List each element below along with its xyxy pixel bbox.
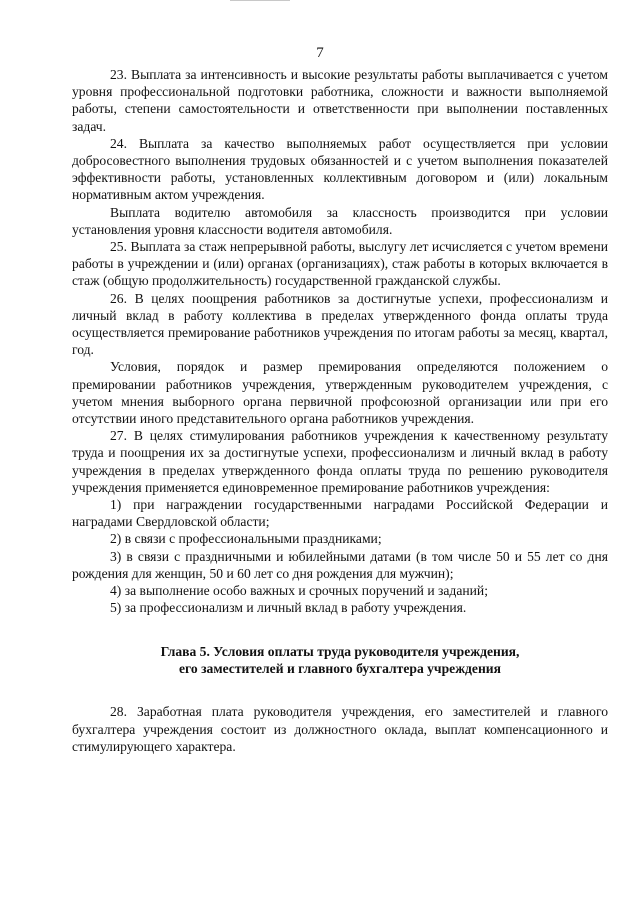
paragraph-bonus-conditions: Условия, порядок и размер премирования определяются положением о премировании работников учреждения, утвержденным руководителем учреждения, с учетом мнения выборного органа первичной профсоюзной организации или при его отсутствии иного представительного органа работников учреждения. <box>72 359 608 427</box>
list-item-2: 2) в связи с профессиональными праздниками; <box>110 531 382 547</box>
paragraph-28: 28. Заработная плата руководителя учреждения, его заместителей и главного бухгалтера учреждения состоит из должностного оклада, выплат компенсационного и стимулирующего характера. <box>72 704 608 754</box>
page-number: 7 <box>316 45 324 61</box>
chapter-heading <box>72 643 608 678</box>
document-body <box>72 66 608 755</box>
list-item-4: 4) за выполнение особо важных и срочных поручений и заданий; <box>110 583 488 599</box>
paragraph-25: 25. Выплата за стаж непрерывной работы, выслугу лет исчисляется с учетом времени работы в учреждении и (или) органах (организациях), стаж работы в которых включается в стаж (общую продолжительность) государственной гражданской службы. <box>72 239 608 289</box>
list-item-3: 3) в связи с праздничными и юбилейными датами (в том числе 50 и 55 лет со дня рождения для женщин, 50 и 60 лет со дня рождения для мужчин); <box>72 548 608 581</box>
paragraph-driver-class: Выплата водителю автомобиля за классность производится при условии установления уровня классности водителя автомобиля. <box>72 204 608 237</box>
paragraph-23: 23. Выплата за интенсивность и высокие результаты работы выплачивается с учетом уровня профессиональной подготовки работника, сложности и важности выполняемой работы, степени самостоятельности и ответственности при выполнении поставленных задач. <box>72 67 608 134</box>
list-item-5: 5) за профессионализм и личный вклад в работу учреждения. <box>110 600 467 616</box>
paragraph-26: 26. В целях поощрения работников за достигнутые успехи, профессионализм и личный вклад в работу коллектива в пределах утвержденного фонда оплаты труда осуществляется премирование работников учреждения по итогам работы за месяц, квартал, год. <box>72 290 608 358</box>
list-item-1: 1) при награждении государственными наградами Российской Федерации и наградами Свердловской области; <box>72 497 608 530</box>
scan-artifact-line <box>230 0 290 3</box>
paragraph-24: 24. Выплата за качество выполняемых работ осуществляется при условии добросовестного выполнения трудовых обязанностей и с учетом выполнения показателей эффективности работы, установленных коллективным договором и (или) локальным нормативным актом учреждения. <box>72 135 608 203</box>
paragraph-27: 27. В целях стимулирования работников учреждения к качественному результату труда и поощрения их за достигнутые успехи, профессионализм и личный вклад в работу учреждения в пределах утвержденного фонда оплаты труда по решению руководителя учреждения применяется единовременное премирование работников учреждения: <box>72 428 608 495</box>
chapter-heading-line-2: его заместителей и главного бухгалтера учреждения <box>179 660 501 676</box>
chapter-heading-line-1: Глава 5. Условия оплаты труда руководителя учреждения, <box>160 643 520 659</box>
